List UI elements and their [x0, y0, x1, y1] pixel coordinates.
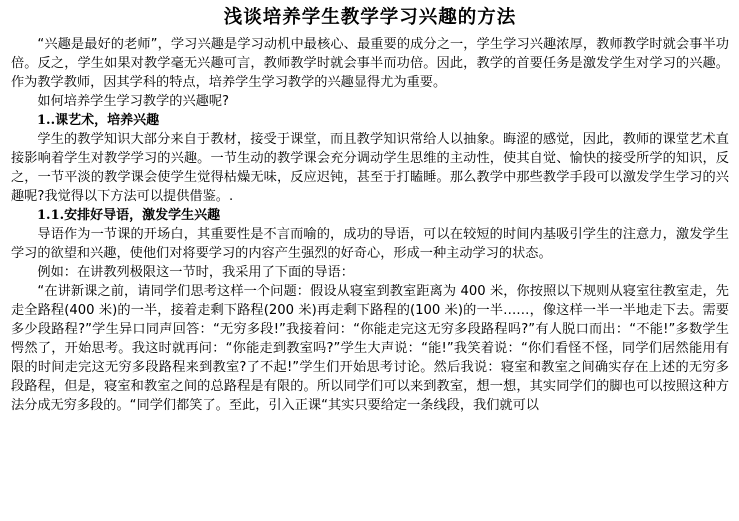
paragraph-introduction-role: 导语作为一节课的开场白，其重要性是不言而喻的，成功的导语，可以在较短的时间内基吸引学生的注意力，激发学生学习的欲望和兴趣，使他们对将要学习的内容产生强烈的好奇心，形成一种主动学习的状态。: [11, 227, 729, 261]
paragraph-intro: “兴趣是最好的老师”，学习兴趣是学习动机中最核心、最重要的成分之一，学生学习兴趣浓厚，教师教学时就会事半功倍。反之，学生如果对教学毫无兴趣可言，教师教学时就会事半而功倍。因此，教学的首要任务是激发学生对学习的兴趣。作为教学教师，因其学科的特点，培养学生学习教学的兴趣显得尤为重要。: [11, 37, 729, 90]
paragraph-example: 例如：在讲教列极限这一节时，我采用了下面的导语：: [37, 265, 354, 280]
paragraph-classroom-art: 学生的教学知识大部分来自于教材，接受于课堂，而且教学知识常给人以抽象。晦涩的感觉，因此，教师的课堂艺术直接影响着学生对教学学习的兴趣。一节生动的教学课会充分调动学生思维的主动性，使其自觉、愉快的接受所学的知识，反之，一节平淡的教学课会使学生觉得枯燥无味，反应迟钝，甚至于打瞌睡。那么教学中那些教学手段可以激发学生学习的兴趣呢?我觉得以下方法可以提供借鉴。.: [11, 132, 729, 204]
document-title: 浅谈培养学生教学学习兴趣的方法: [223, 7, 517, 28]
paragraph-example-dialogue: “在讲新课之前，请同学们思考这样一个问题：假设从寝室到教室距离为 400 米，你按照以下规则从寝室往教室走，先走全路程(400 米)的一半，接着走剩下路程(200 米)再走剩下路程的(100 米)的一半……，像这样一半一半地走下去。需要多少段路程?”学生异口同声回答：“无穷多段!”我接着问：“你能走完这无穷多段路程吗?”有人脱口而出：“不能!”多数学生愕然了，开始思考。我这时就再问：“你能走到教室吗?”学生大声说：“能!”我笑着说：“你们看怪不怪，同学们居然能用有限的时间走完这无穷多段路程来到教室?了不起!”学生们开始思考讨论。然后我说：寝室和教室之间确实存在上述的无穷多段路程，但是，寝室和教室之间的总路程是有限的。所以同学们可以来到教室，想一想，其实同学们的脚也可以按照这种方法分成无穷多段的。“同学们都笑了。至此，引入正课“其实只要给定一条线段，我们就可以: [11, 284, 729, 413]
paragraph-question: 如何培养学生学习教学的兴趣呢?: [37, 94, 230, 109]
section-heading-1: 1..课艺术，培养兴趣: [37, 113, 160, 128]
section-heading-1-1: 1.1.安排好导语，激发学生兴趣: [37, 208, 221, 223]
